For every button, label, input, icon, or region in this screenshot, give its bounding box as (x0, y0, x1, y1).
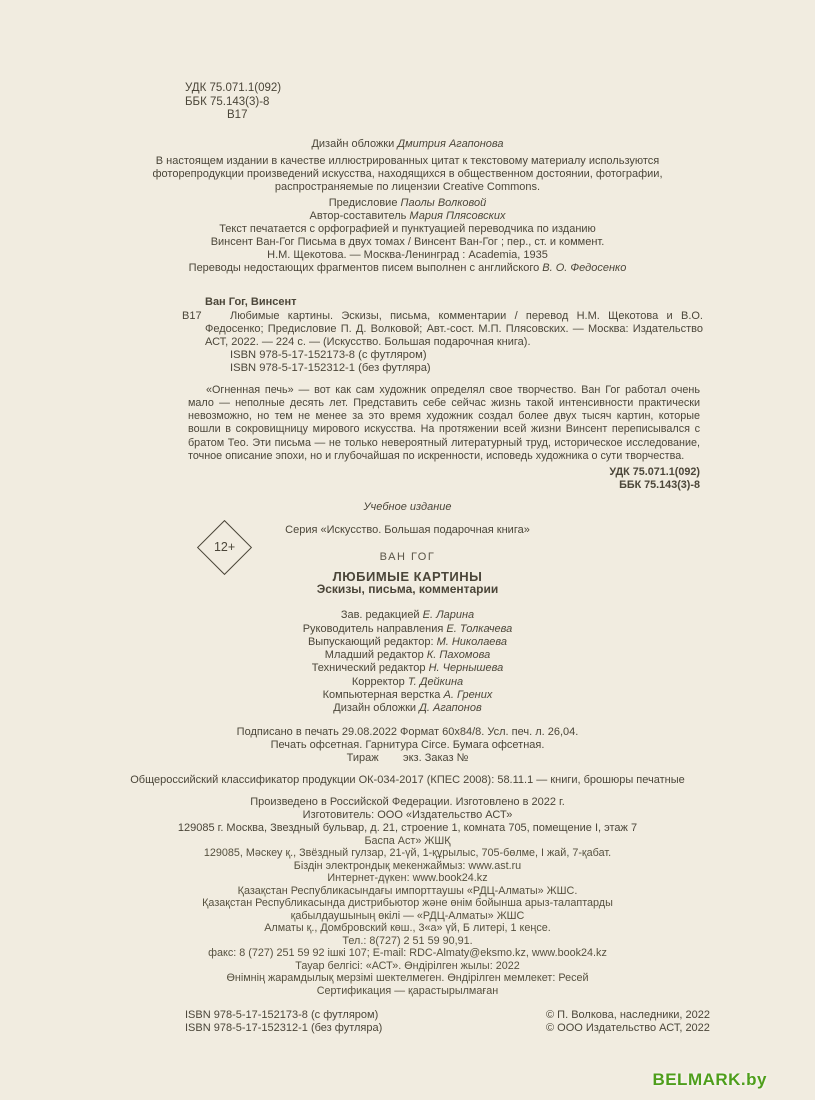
text-source-line: Текст печатается с орфографией и пунктуацией переводчика по изданию (219, 222, 596, 235)
source-edition-line: Винсент Ван-Гог Письма в двух томах / Винсент Ван-Гог ; пер., ст. и коммент. (210, 235, 605, 248)
manufacturer-address-line: 129085 г. Москва, Звездный бульвар, д. 21, строение 1, комната 705, помещение I, этаж 7 (177, 821, 638, 834)
annotation-paragraph: «Огненная печь» — вот как сам художник определял свое творчество. Ван Гог работал очень мало — неполные десять лет. Представить себе сейчас жизнь такой интенсивности практически невозможно, но тем не менее за это время художник создал более двух тысяч картин, которые вошли в сокровищницу мирового искусства. На протяжении всей жизни Винсент переписывался с братом Тео. Эти письма — не только невероятный литературный труд, историческое исследование, точное описание эпохи, но и глубочайшая по искренности, исповедь художника о сути творчества. (188, 383, 700, 462)
footer-isbn-with-case: ISBN 978-5-17-152173-8 (с футляром) (185, 1009, 379, 1022)
bib-author: Ван Гог, Винсент (205, 295, 297, 308)
isbn-without-case: ISBN 978-5-17-152312-1 (без футляра) (230, 361, 431, 374)
staff-row: Выпускающий редактор: М. Николаева (307, 635, 508, 648)
kz-line: Сертификация — қарастырылмаған (316, 984, 499, 997)
footer-isbn-without-case: ISBN 978-5-17-152312-1 (без футляра) (185, 1022, 383, 1035)
series-title: Серия «Искусство. Большая подарочная книга» (285, 524, 530, 537)
staff-row: Технический редактор Н. Чернышева (311, 662, 504, 675)
cover-design-credit: Дизайн обложки Дмитрия Агапонова (311, 137, 504, 150)
staff-row: Корректор Т. Дейкина (351, 675, 464, 688)
kz-line: Тауар белгісі: «АСТ». Өндірілген жылы: 2022 (295, 959, 520, 972)
udk-code: УДК 75.071.1(092) (185, 82, 282, 94)
print-run-line: Тираж экз. Заказ № (346, 751, 469, 764)
preface-line: Предисловие Паолы Волковой (328, 196, 487, 209)
product-classifier: Общероссийский классификатор продукции ОК-034-2017 (КПЕС 2008): 58.11.1 — книги, брошюры печатные (130, 773, 685, 786)
kz-line: қабылдаушының өкілі — «РДЦ-Алматы» ЖШС (290, 909, 525, 922)
kz-line: Қазақстан Республикасындағы импорттаушы «РДЦ-Алматы» ЖШС. (237, 884, 578, 897)
manufacturer-line: Изготовитель: ООО «Издательство АСТ» (302, 808, 513, 821)
bib-description: Любимые картины. Эскизы, письма, комментарии / перевод Н.М. Щекотова и В.О. Федосенко; Предисловие П. Д. Волковой; Авт.-сост. М.П. Плясовских. — Москва: Издательство АСТ, 2022. — 224 с. — (Искусство. Большая подарочная книга). (205, 309, 703, 348)
staff-row: Руководитель направления Е. Толкачева (302, 622, 513, 635)
source-publisher-line: Н.М. Щекотова. — Москва-Ленинград : Academia, 1935 (267, 248, 548, 261)
preface-credits (0, 197, 815, 275)
book-subtitle: Эскизы, письма, комментарии (316, 582, 499, 597)
bbk-code: ББК 75.143(3)-8 (185, 95, 270, 108)
kz-line: Интернет-дүкен: www.book24.kz (327, 872, 488, 885)
isbn-with-case: ISBN 978-5-17-152173-8 (с футляром) (230, 348, 427, 361)
kz-line: Өнімнің жарамдылық мерзімі шектелмеген. Өндірілген мемлекет: Ресей (226, 972, 589, 985)
made-in-line: Произведено в Российской Федерации. Изготовлено в 2022 г. (250, 795, 565, 808)
print-date-line: Подписано в печать 29.08.2022 Формат 60х84/8. Усл. печ. л. 26,04. (236, 725, 579, 738)
compiler-line: Автор-составитель Мария Плясовских (309, 209, 506, 222)
book-title: ЛЮБИМЫЕ КАРТИНЫ (332, 569, 483, 585)
copyright-ast: © ООО Издательство АСТ, 2022 (546, 1022, 710, 1035)
kz-line: Біздін электрондық мекенжаймыз: www.ast.ru (293, 859, 522, 872)
udk-code-right: УДК 75.071.1(092) (609, 466, 700, 479)
translation-line: Переводы недостающих фрагментов писем выполнен с английского В. О. Федосенко (188, 261, 627, 274)
staff-row: Дизайн обложки Д. Агапонов (333, 702, 482, 715)
kz-line: Қазақстан Республикасында дистрибьютор және өнім бойынша арыз-талаптарды (202, 897, 613, 910)
bbk-code-right: ББК 75.143(3)-8 (619, 479, 700, 492)
staff-row: Компьютерная верстка А. Грених (322, 689, 493, 702)
kz-line: 129085, Мәскеу қ., Звёздный гулзар, 21-үй, 1-құрылыс, 705-бөлме, I жай, 7-қабат. (203, 847, 612, 860)
footer-copyrights (546, 1009, 710, 1035)
copyright-notice: В настоящем издании в качестве иллюстрированных цитат к текстовому материалу используются фоторепродукции произведений искусства, находящихся в общественном достоянии, фотографии, распространяемые по лицензии Creative Commons. (152, 154, 663, 193)
kz-line: Алматы қ., Домбровский көш., 3«а» үй, Б литері, 1 кеңсе. (264, 922, 551, 935)
bib-code: В17 (182, 309, 202, 322)
staff-row: Зав. редакцией Е. Ларина (340, 609, 475, 622)
bibliographic-record (0, 296, 815, 375)
book-code: В17 (227, 109, 248, 121)
kz-line: факс: 8 (727) 251 59 92 ішкі 107; E-mail: RDC-Almaty@eksmo.kz, www.book24.kz (208, 947, 607, 960)
edition-type: Учебное издание (363, 501, 452, 514)
staff-credits (0, 609, 815, 715)
manufacture-info (0, 796, 815, 835)
book-author: ВАН ГОГ (379, 551, 436, 564)
footer-isbns (185, 1009, 382, 1035)
cover-designer-name: Дмитрия Агапонова (397, 137, 504, 150)
right-classification-codes (0, 466, 700, 492)
age-rating-label: 12+ (213, 540, 236, 554)
print-method-line: Печать офсетная. Гарнитура Circe. Бумага офсетная. (270, 738, 545, 751)
kazakh-distributor-info (0, 835, 815, 998)
staff-row: Младший редактор К. Пахомова (324, 649, 491, 662)
copyright-volkova: © П. Волкова, наследники, 2022 (546, 1009, 710, 1022)
print-info (0, 726, 815, 765)
kz-line: Тел.: 8(727) 2 51 59 90,91. (342, 934, 473, 947)
top-classification-codes (185, 82, 815, 123)
footer-block (185, 1009, 710, 1035)
kz-line: Баспа Аст» ЖШҚ (364, 834, 451, 847)
belmark-watermark: BELMARK.by (652, 1070, 767, 1089)
